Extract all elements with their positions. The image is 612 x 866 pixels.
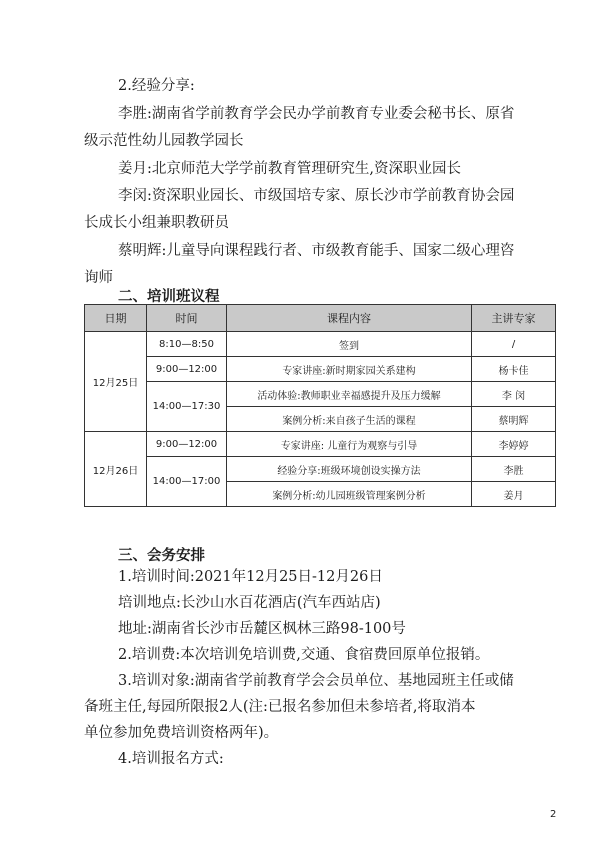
time-cell: 9:00—12:00	[147, 432, 227, 457]
section-three-title: 三、会务安排	[118, 548, 205, 564]
time-cell: 14:00—17:30	[147, 382, 227, 432]
table-header-row	[85, 305, 556, 332]
expert-cell: 蔡明辉	[472, 407, 556, 432]
content-cell: 专家讲座:新时期家园关系建构	[227, 357, 472, 382]
training-target-line-2: 备班主任,每园所限报2人(注:已报名参加但未参培者,将取消本	[84, 699, 476, 715]
time-cell: 8:10—8:50	[147, 332, 227, 357]
table-row	[85, 357, 556, 382]
header-date: 日期	[85, 305, 147, 332]
content-cell: 案例分析:来自孩子生活的课程	[227, 407, 472, 432]
expert-cell: /	[472, 332, 556, 357]
date-cell-day2: 12月26日	[85, 432, 147, 507]
cai-minghui-bio-line-2: 询师	[84, 270, 113, 286]
training-target-line-1: 3.培训对象:湖南省学前教育学会会员单位、基地园班主任或储	[118, 673, 514, 689]
li-min-bio-line-2: 长成长小组兼职教研员	[84, 215, 229, 231]
training-target-line-3: 单位参加免费培训资格两年)。	[84, 725, 279, 741]
header-time: 时间	[147, 305, 227, 332]
table-row	[85, 382, 556, 407]
schedule-table	[84, 304, 556, 507]
content-cell: 专家讲座: 儿童行为观察与引导	[227, 432, 472, 457]
content-cell: 经验分享:班级环境创设实操方法	[227, 457, 472, 482]
expert-cell: 杨卡佳	[472, 357, 556, 382]
li-sheng-bio-line-2: 级示范性幼儿园教学园长	[84, 133, 244, 149]
li-sheng-bio-line-1: 李胜:湖南省学前教育学会民办学前教育专业委会秘书长、原省	[118, 106, 515, 122]
content-cell: 案例分析:幼儿园班级管理案例分析	[227, 482, 472, 507]
cai-minghui-bio-line-1: 蔡明辉:儿童导向课程践行者、市级教育能手、国家二级心理咨	[118, 243, 515, 259]
expert-cell: 李婷婷	[472, 432, 556, 457]
signup-method: 4.培训报名方式:	[118, 751, 224, 767]
section-two-title: 二、培训班议程	[118, 289, 220, 305]
page-number: 2	[550, 809, 557, 820]
li-min-bio-line-1: 李闵:资深职业园长、市级国培专家、原长沙市学前教育协会园	[118, 188, 515, 204]
header-expert: 主讲专家	[472, 305, 556, 332]
training-fee: 2.培训费:本次培训免培训费,交通、食宿费回原单位报销。	[118, 647, 490, 663]
expert-cell: 姜月	[472, 482, 556, 507]
jiang-yue-bio: 姜月:北京师范大学学前教育管理研究生,资深职业园长	[118, 161, 461, 177]
table-row	[85, 332, 556, 357]
training-place: 培训地点:长沙山水百花酒店(汽车西站店)	[118, 595, 381, 611]
header-content: 课程内容	[227, 305, 472, 332]
table-row	[85, 457, 556, 482]
training-address: 地址:湖南省长沙市岳麓区枫林三路98-100号	[118, 621, 406, 637]
time-cell: 14:00—17:00	[147, 457, 227, 507]
training-time: 1.培训时间:2021年12月25日-12月26日	[118, 569, 383, 585]
expert-cell: 李胜	[472, 457, 556, 482]
experience-label: 2.经验分享:	[118, 78, 195, 94]
expert-cell: 李 闵	[472, 382, 556, 407]
content-cell: 签到	[227, 332, 472, 357]
time-cell: 9:00—12:00	[147, 357, 227, 382]
table-row	[85, 432, 556, 457]
date-cell-day1: 12月25日	[85, 332, 147, 432]
content-cell: 活动体验:教师职业幸福感提升及压力缓解	[227, 382, 472, 407]
